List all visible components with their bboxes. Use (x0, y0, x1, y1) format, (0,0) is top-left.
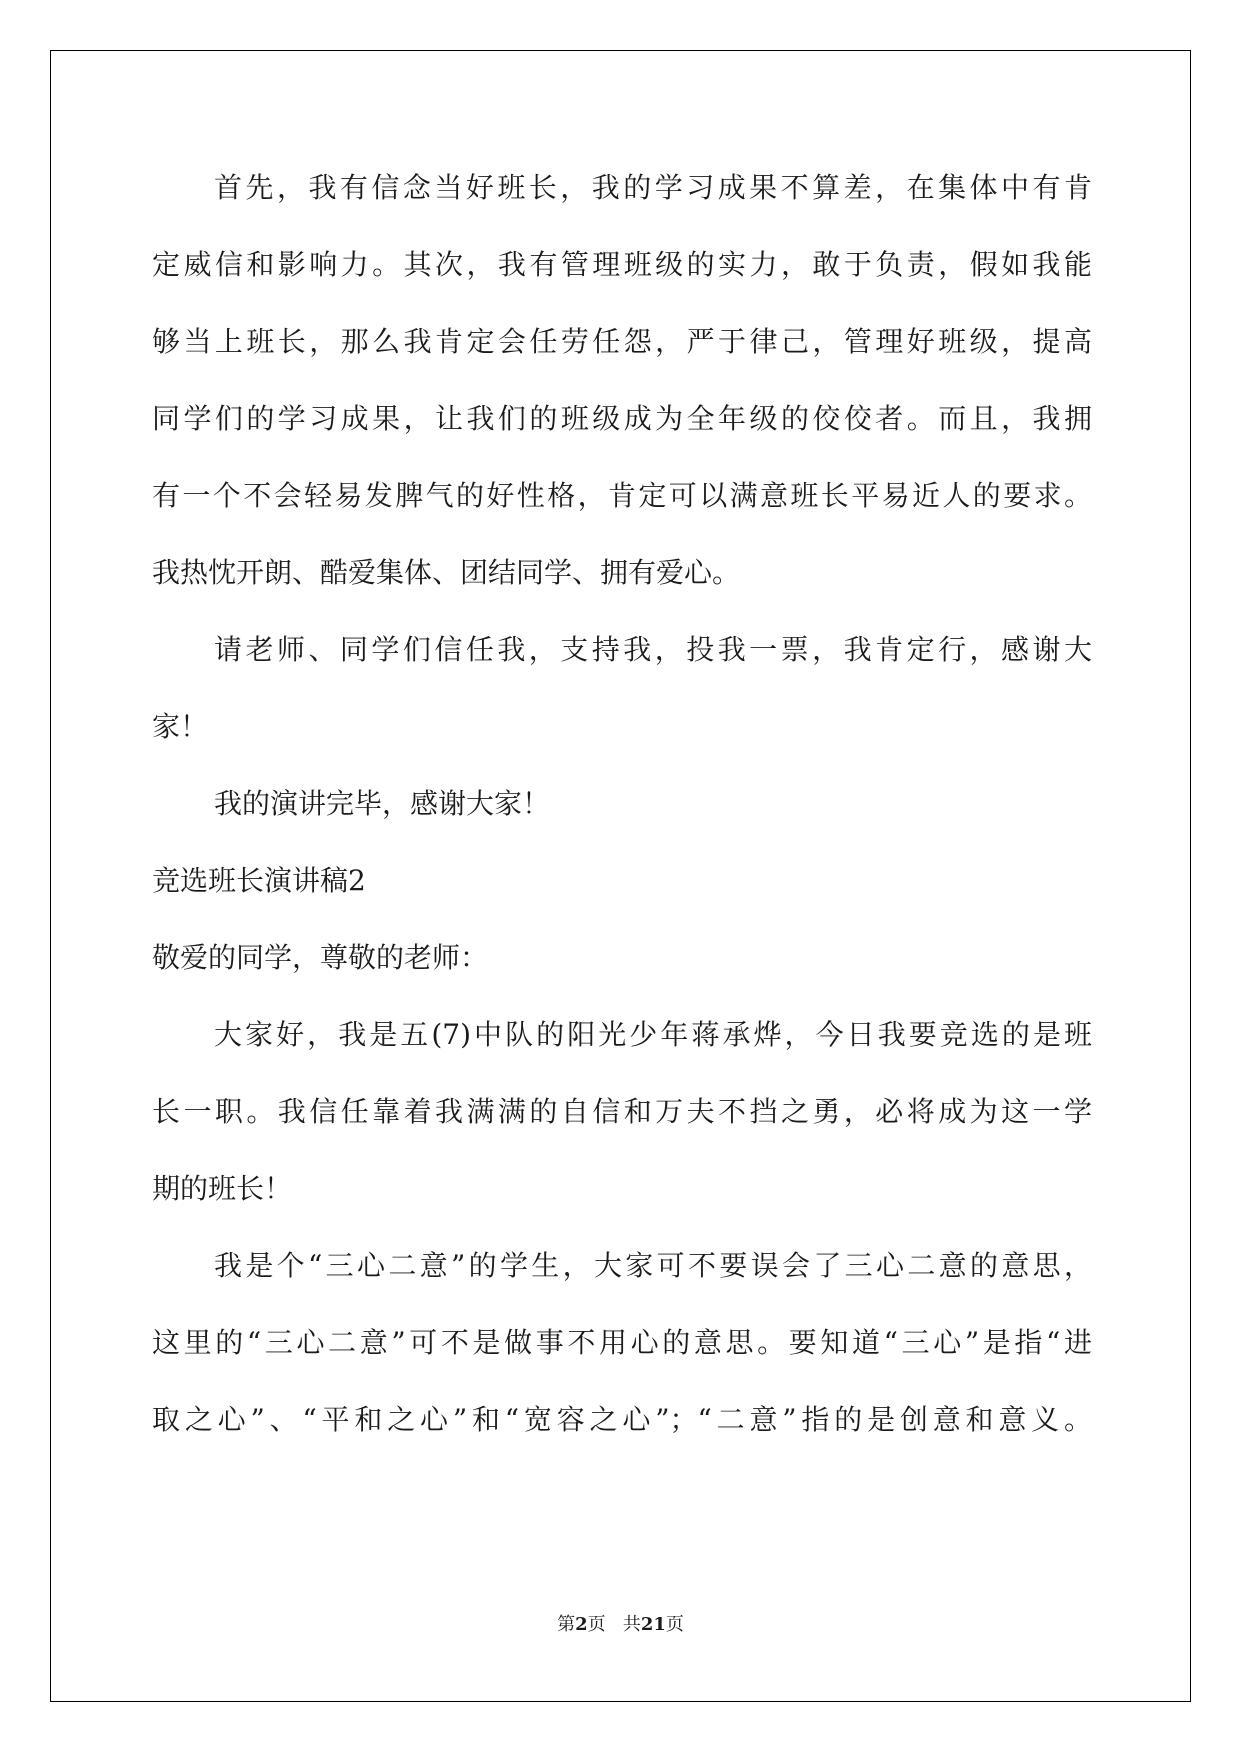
footer-page-unit: 页 (587, 1614, 606, 1635)
paragraph-line: 家！ (152, 710, 209, 743)
paragraph-line: 取之心”、“平和之心”和“宽容之心”；“二意”指的是创意和意义。 (152, 1403, 1092, 1436)
paragraph-line: 我的演讲完毕，感谢大家！ (214, 787, 551, 820)
paragraph-line: 够当上班长，那么我肯定会任劳任怨，严于律己，管理好班级，提高 (152, 325, 1092, 358)
paragraph-line: 首先，我有信念当好班长，我的学习成果不算差，在集体中有肯 (214, 171, 1092, 204)
footer-prefix: 第 (557, 1614, 576, 1635)
salutation: 敬爱的同学，尊敬的老师： (152, 941, 489, 974)
footer-total-unit: 页 (665, 1614, 684, 1635)
page-number: 2 (575, 1614, 588, 1635)
paragraph-line: 我热忱开朗、酷爱集体、团结同学、拥有爱心。 (152, 556, 741, 589)
total-pages: 21 (640, 1614, 666, 1635)
paragraph-line: 请老师、同学们信任我，支持我，投我一票，我肯定行，感谢大 (214, 633, 1092, 666)
paragraph-line: 同学们的学习成果，让我们的班级成为全年级的佼佼者。而且，我拥 (152, 402, 1092, 435)
footer-total-prefix: 共 (622, 1614, 641, 1635)
paragraph-line: 长一职。我信任靠着我满满的自信和万夫不挡之勇，必将成为这一学 (152, 1095, 1092, 1128)
paragraph-line: 定威信和影响力。其次，我有管理班级的实力，敢于负责，假如我能 (152, 248, 1092, 281)
paragraph-line: 大家好，我是五(7)中队的阳光少年蒋承烨，今日我要竞选的是班 (214, 1018, 1092, 1051)
paragraph-line: 我是个“三心二意”的学生，大家可不要误会了三心二意的意思， (214, 1249, 1092, 1282)
page-footer (0, 1610, 1241, 1636)
paragraph-line: 这里的“三心二意”可不是做事不用心的意思。要知道“三心”是指“进 (152, 1326, 1092, 1359)
section-title: 竞选班长演讲稿2 (152, 864, 366, 897)
paragraph-line: 有一个不会轻易发脾气的好性格，肯定可以满意班长平易近人的要求。 (152, 479, 1092, 512)
paragraph-line: 期的班长！ (152, 1172, 293, 1205)
